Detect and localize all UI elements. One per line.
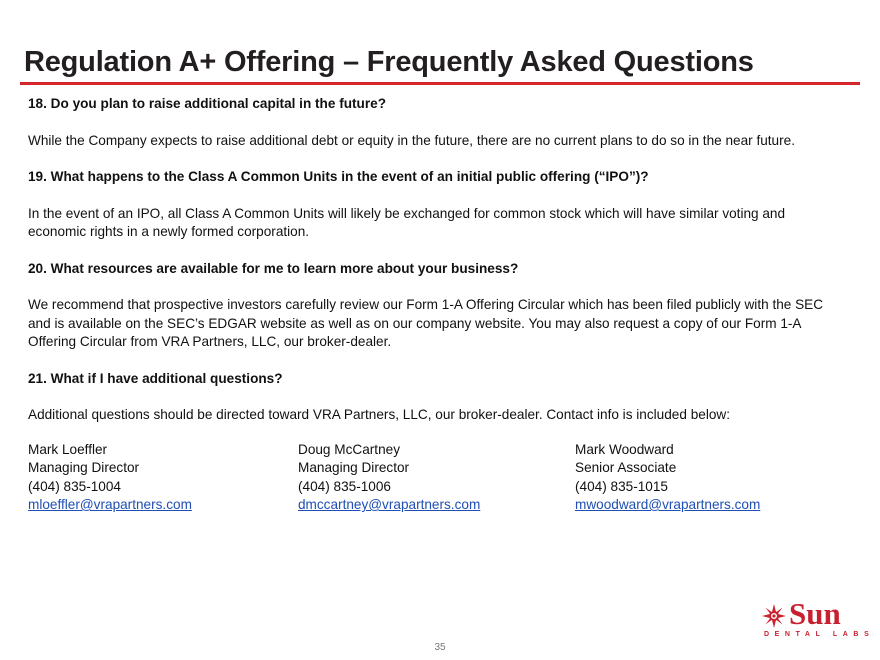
contact-title: Managing Director bbox=[28, 460, 140, 475]
contact-email-link[interactable]: mloeffler@vrapartners.com bbox=[28, 497, 192, 512]
contact-card bbox=[298, 441, 575, 515]
contact-email-link[interactable]: mwoodward@vrapartners.com bbox=[575, 497, 761, 512]
contact-title: Senior Associate bbox=[575, 460, 677, 475]
faq-answer-19: In the event of an IPO, all Class A Common Units will likely be exchanged for common stock which will have similar voting and economic rights in a newly formed corporation. bbox=[28, 205, 786, 239]
contact-name: Mark Woodward bbox=[575, 441, 674, 457]
faq-question-20: 20. What resources are available for me to learn more about your business? bbox=[28, 260, 519, 276]
page-number: 35 bbox=[434, 642, 446, 653]
contact-list bbox=[28, 441, 828, 515]
contact-phone: (404) 835-1015 bbox=[575, 478, 668, 494]
page-title: Regulation A+ Offering – Frequently Asked Questions bbox=[24, 46, 754, 78]
contact-phone: (404) 835-1004 bbox=[28, 478, 121, 494]
sunburst-icon bbox=[762, 604, 786, 628]
title-divider bbox=[20, 82, 860, 85]
contact-card bbox=[575, 441, 825, 515]
faq-content bbox=[28, 95, 828, 515]
contact-name: Doug McCartney bbox=[298, 441, 400, 457]
logo-tagline: DENTAL LABS bbox=[764, 631, 875, 638]
sun-dental-labs-logo bbox=[762, 596, 875, 642]
logo-wordmark: Sun bbox=[789, 596, 841, 631]
faq-question-18: 18. Do you plan to raise additional capital in the future? bbox=[28, 96, 387, 111]
faq-question-21: 21. What if I have additional questions? bbox=[28, 370, 283, 386]
contact-email-link[interactable]: dmccartney@vrapartners.com bbox=[298, 497, 481, 512]
contact-card bbox=[28, 441, 298, 515]
faq-answer-18: While the Company expects to raise additional debt or equity in the future, there are no current plans to do so in the near future. bbox=[28, 132, 795, 148]
contact-title: Managing Director bbox=[298, 460, 410, 475]
contact-name: Mark Loeffler bbox=[28, 441, 108, 457]
faq-answer-20: We recommend that prospective investors carefully review our Form 1-A Offering Circular which has been filed publicly with the SEC and is available on the SEC’s EDGAR website as well as on our company website. You may also request a copy of our Form 1-A Offering Circular from VRA Partners, LLC, our broker-dealer. bbox=[28, 297, 824, 349]
faq-answer-21: Additional questions should be directed toward VRA Partners, LLC, our broker-dealer. Contact info is included below: bbox=[28, 407, 730, 422]
faq-question-19: 19. What happens to the Class A Common Units in the event of an initial public offering (“IPO”)? bbox=[28, 169, 649, 184]
contact-phone: (404) 835-1006 bbox=[298, 478, 391, 494]
